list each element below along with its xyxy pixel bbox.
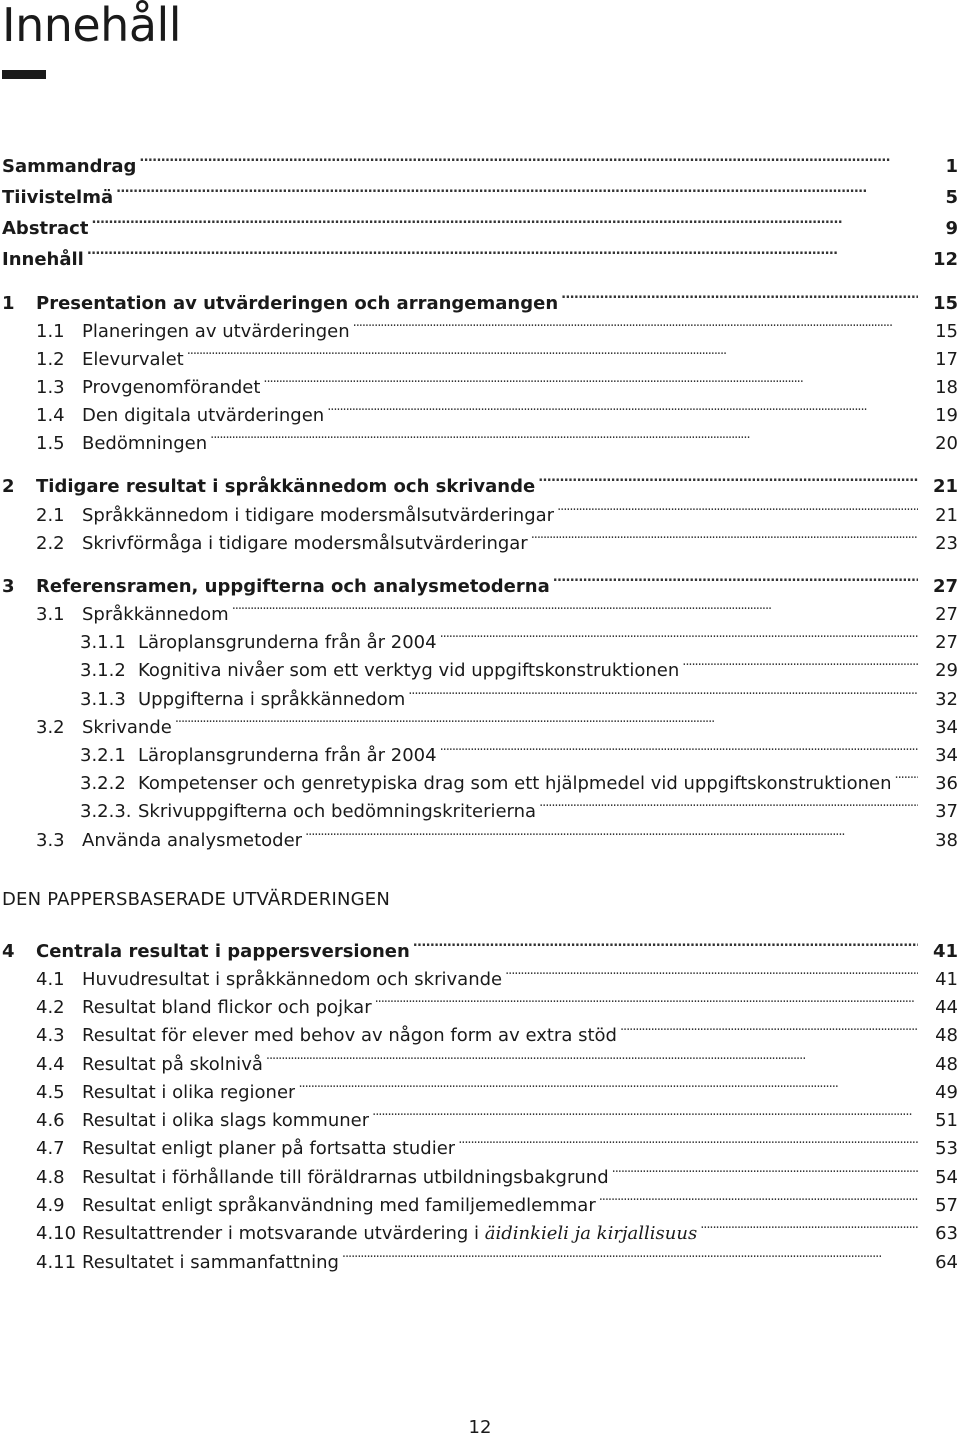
toc-dot-leader	[87, 237, 918, 265]
toc-entry[interactable]	[0, 592, 958, 625]
toc-entry-page: 17	[935, 349, 958, 370]
toc-entry-label: Kognitiva nivåer som ett verktyg vid uppgiftskonstruktionen	[138, 660, 680, 681]
toc-entry-page: 18	[935, 377, 958, 398]
toc-dot-leader	[440, 620, 918, 648]
toc-dot-leader	[298, 1070, 918, 1098]
toc-dot-leader	[175, 705, 918, 733]
toc-entry[interactable]	[0, 648, 958, 681]
toc-dot-leader	[210, 421, 918, 449]
toc-entry-label: Abstract	[2, 218, 89, 239]
toc-entry-label: Presentation av utvärderingen och arrangemangen	[36, 293, 559, 314]
toc-entry-label: Planeringen av utvärderingen	[82, 321, 350, 342]
page-number: 12	[468, 1417, 492, 1438]
toc-entry-page: 29	[935, 660, 958, 681]
toc-entry-label: Elevurvalet	[82, 349, 184, 370]
toc-entry[interactable]	[0, 789, 958, 822]
toc-dot-leader	[561, 281, 918, 309]
toc-entry[interactable]	[0, 564, 958, 597]
toc-entry-number: 3.3	[36, 830, 65, 851]
toc-entry-number: 3.1	[36, 604, 65, 625]
toc-entry-label: Skrivuppgifterna och bedömningskriterierna	[138, 801, 537, 822]
toc-entry-number: 2.1	[36, 505, 65, 526]
toc-entry-number: 3	[2, 576, 15, 597]
toc-entry-page: 15	[932, 293, 958, 314]
toc-entry[interactable]	[0, 1013, 958, 1046]
toc-entry-number: 4.10	[36, 1223, 77, 1244]
toc-entry[interactable]	[0, 393, 958, 426]
toc-entry[interactable]	[0, 1098, 958, 1131]
toc-entry-page: 51	[935, 1110, 958, 1131]
toc-entry[interactable]	[0, 677, 958, 710]
toc-entry-page: 27	[935, 632, 958, 653]
toc-entry-page: 21	[935, 505, 958, 526]
toc-entry-page: 41	[932, 941, 958, 962]
toc-entry-page: 23	[935, 533, 958, 554]
toc-entry-label: Uppgifterna i språkkännedom	[138, 689, 406, 710]
toc-dot-leader	[553, 564, 918, 592]
toc-entry-label: Resultat i olika slags kommuner	[82, 1110, 370, 1131]
toc-dot-leader	[372, 1098, 918, 1126]
toc-entry-page: 5	[945, 187, 958, 208]
toc-dot-leader	[305, 818, 918, 846]
page-title: Innehåll	[2, 0, 182, 52]
toc-dot-leader	[342, 1240, 918, 1268]
toc-entry-page: 15	[935, 321, 958, 342]
toc-entry-label: Tidigare resultat i språkkännedom och skrivande	[36, 476, 536, 497]
toc-entry[interactable]	[0, 281, 958, 314]
toc-entry-label: Resultat i förhållande till föräldrarnas utbildningsbakgrund	[82, 1167, 609, 1188]
toc-entry-label: Resultat för elever med behov av någon form av extra stöd	[82, 1025, 617, 1046]
toc-entry-page: 44	[935, 997, 958, 1018]
toc-dot-leader	[266, 1042, 918, 1070]
toc-entry-number: 2.2	[36, 533, 65, 554]
toc-dot-leader	[232, 592, 918, 620]
toc-entry-label: Resultat enligt språkanvändning med familjemedlemmar	[82, 1195, 596, 1216]
toc-entry[interactable]	[0, 818, 958, 851]
section-heading: DEN PAPPERSBASERADE UTVÄRDERINGEN	[2, 889, 391, 910]
toc-dot-leader	[139, 144, 918, 172]
toc-entry-number: 2	[2, 476, 15, 497]
toc-dot-leader	[620, 1013, 918, 1041]
toc-entry-number: 4.6	[36, 1110, 65, 1131]
toc-entry[interactable]	[0, 1155, 958, 1188]
toc-entry-page: 27	[935, 604, 958, 625]
toc-entry-number: 4.3	[36, 1025, 65, 1046]
toc-entry-label: Läroplansgrunderna från år 2004	[138, 632, 437, 653]
toc-entry-label: Centrala resultat i pappersversionen	[36, 941, 410, 962]
toc-entry-label: Sammandrag	[2, 156, 137, 177]
toc-entry-page: 12	[932, 249, 958, 270]
toc-entry-page: 19	[935, 405, 958, 426]
toc-dot-leader	[353, 309, 918, 337]
toc-entry-number: 3.2.2	[80, 773, 126, 794]
toc-entry-page: 9	[945, 218, 958, 239]
toc-entry-label: Kompetenser och genretypiska drag som ett hjälpmedel vid uppgiftskonstruktionen	[138, 773, 892, 794]
toc-dot-leader	[682, 648, 918, 676]
toc-entry[interactable]	[0, 929, 958, 962]
toc-entry[interactable]	[0, 1211, 958, 1244]
toc-dot-leader	[263, 365, 918, 393]
toc-entry-number: 4.11	[36, 1252, 77, 1273]
toc-entry-number: 1.4	[36, 405, 65, 426]
toc-entry[interactable]	[0, 421, 958, 454]
toc-entry-label: Huvudresultat i språkkännedom och skrivande	[82, 969, 503, 990]
toc-entry[interactable]	[0, 1240, 958, 1273]
toc-dot-leader	[375, 985, 918, 1013]
toc-entry-number: 3.1.1	[80, 632, 126, 653]
toc-entry-number: 3.2.3.	[80, 801, 132, 822]
toc-entry-number: 3.1.3	[80, 689, 126, 710]
toc-dot-leader	[700, 1211, 918, 1239]
toc-entry-label: Resultat på skolnivå	[82, 1054, 263, 1075]
toc-entry-number: 4	[2, 941, 15, 962]
toc-entry[interactable]	[0, 985, 958, 1018]
toc-dot-leader	[327, 393, 918, 421]
toc-entry-number: 4.1	[36, 969, 65, 990]
toc-entry-number: 1	[2, 293, 15, 314]
toc-entry[interactable]	[0, 337, 958, 370]
toc-entry[interactable]	[0, 521, 958, 554]
toc-entry-label: Bedömningen	[82, 433, 208, 454]
toc-entry-number: 1.2	[36, 349, 65, 370]
toc-entry-number: 4.7	[36, 1138, 65, 1159]
toc-dot-leader	[895, 761, 918, 789]
toc-entry-label: Resultat enligt planer på fortsatta studier	[82, 1138, 456, 1159]
toc-dot-leader	[91, 206, 918, 234]
toc-entry-number: 3.1.2	[80, 660, 126, 681]
toc-entry[interactable]	[0, 175, 958, 208]
toc-entry-label: Språkkännedom	[82, 604, 229, 625]
toc-entry[interactable]	[0, 1126, 958, 1159]
toc-entry-page: 34	[935, 717, 958, 738]
toc-entry[interactable]	[0, 761, 958, 794]
toc-entry-page: 20	[935, 433, 958, 454]
toc-entry[interactable]	[0, 705, 958, 738]
toc-entry-page: 49	[935, 1082, 958, 1103]
toc-dot-leader	[599, 1183, 918, 1211]
toc-entry[interactable]	[0, 365, 958, 398]
toc-dot-leader	[440, 733, 918, 761]
toc-entry-page: 38	[935, 830, 958, 851]
toc-dot-leader	[531, 521, 918, 549]
toc-entry-page: 1	[945, 156, 958, 177]
toc-entry-label: Skrivförmåga i tidigare modersmålsutvärderingar	[82, 533, 528, 554]
toc-entry-number: 1.1	[36, 321, 65, 342]
toc-entry-page: 57	[935, 1195, 958, 1216]
toc-entry[interactable]	[0, 620, 958, 653]
toc-entry-page: 48	[935, 1054, 958, 1075]
toc-entry-label: Skrivande	[82, 717, 172, 738]
toc-entry-number: 4.8	[36, 1167, 65, 1188]
toc-entry[interactable]	[0, 1042, 958, 1075]
toc-entry[interactable]	[0, 237, 958, 270]
toc-entry-label: Den digitala utvärderingen	[82, 405, 325, 426]
toc-entry-number: 3.2.1	[80, 745, 126, 766]
toc-dot-leader	[187, 337, 918, 365]
toc-entry-page: 54	[935, 1167, 958, 1188]
toc-entry-label: Läroplansgrunderna från år 2004	[138, 745, 437, 766]
toc-entry[interactable]	[0, 957, 958, 990]
toc-entry[interactable]	[0, 493, 958, 526]
toc-dot-leader	[458, 1126, 918, 1154]
toc-entry-number: 4.4	[36, 1054, 65, 1075]
toc-entry-label: Resultat i olika regioner	[82, 1082, 296, 1103]
toc-dot-leader	[408, 677, 918, 705]
toc-entry-page: 41	[935, 969, 958, 990]
toc-dot-leader	[538, 464, 918, 492]
toc-entry-label: Resultat bland flickor och pojkar	[82, 997, 372, 1018]
toc-entry[interactable]	[0, 144, 958, 177]
toc-entry-page: 36	[935, 773, 958, 794]
toc-entry-page: 37	[935, 801, 958, 822]
toc-entry[interactable]	[0, 206, 958, 239]
toc-entry-page: 48	[935, 1025, 958, 1046]
toc-entry-label: Provgenomförandet	[82, 377, 261, 398]
toc-dot-leader	[505, 957, 918, 985]
toc-entry-italic-title: äidinkieli ja kirjallisuus	[484, 1223, 698, 1244]
title-underline-bar	[2, 70, 46, 79]
toc-entry-number: 4.2	[36, 997, 65, 1018]
toc-entry-label: Referensramen, uppgifterna och analysmetoderna	[36, 576, 550, 597]
toc-entry-number: 4.5	[36, 1082, 65, 1103]
toc-entry-page: 32	[935, 689, 958, 710]
toc-entry[interactable]	[0, 733, 958, 766]
toc-entry-page: 53	[935, 1138, 958, 1159]
toc-entry[interactable]	[0, 464, 958, 497]
toc-entry-page: 21	[932, 476, 958, 497]
toc-entry-number: 3.2	[36, 717, 65, 738]
toc-dot-leader	[539, 789, 918, 817]
toc-entry[interactable]	[0, 1070, 958, 1103]
toc-entry[interactable]	[0, 309, 958, 342]
toc-dot-leader	[612, 1155, 918, 1183]
toc-entry-label: Tiivistelmä	[2, 187, 114, 208]
toc-entry[interactable]	[0, 1183, 958, 1216]
toc-entry-page: 27	[932, 576, 958, 597]
toc-dot-leader	[557, 493, 918, 521]
toc-entry-number: 4.9	[36, 1195, 65, 1216]
toc-entry-page: 34	[935, 745, 958, 766]
toc-entry-number: 1.5	[36, 433, 65, 454]
toc-entry-label: Använda analysmetoder	[82, 830, 303, 851]
toc-entry-page: 64	[935, 1252, 958, 1273]
toc-entry-label: Resultattrender i motsvarande utvärdering i äidinkieli ja kirjallisuus	[82, 1223, 698, 1244]
toc-dot-leader	[413, 929, 918, 957]
toc-entry-label: Språkkännedom i tidigare modersmålsutvärderingar	[82, 505, 555, 526]
toc-entry-label: Resultatet i sammanfattning	[82, 1252, 339, 1273]
toc-entry-number: 1.3	[36, 377, 65, 398]
toc-dot-leader	[116, 175, 918, 203]
toc-entry-page: 63	[935, 1223, 958, 1244]
toc-entry-label: Innehåll	[2, 249, 84, 270]
